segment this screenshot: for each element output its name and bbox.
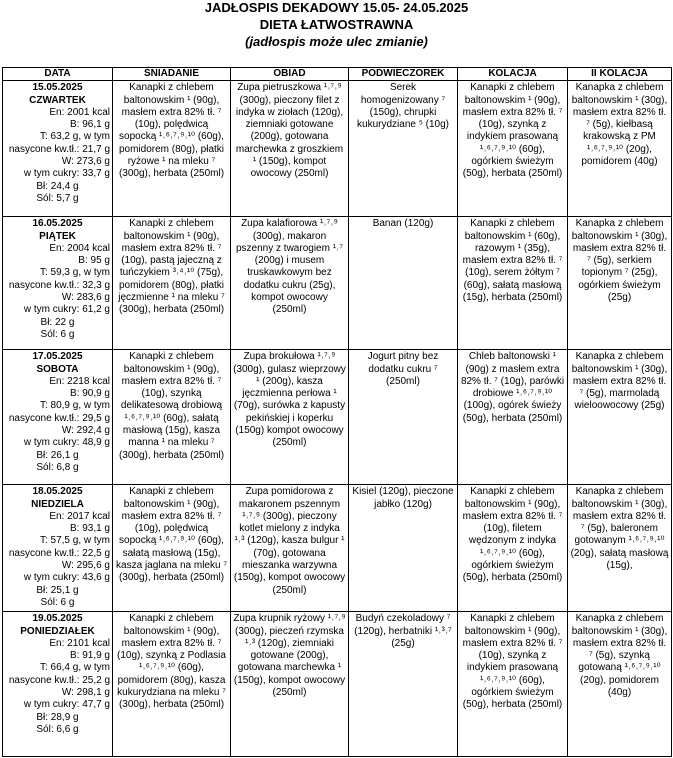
protein-value: B: 96,1 g: [69, 119, 110, 131]
second-dinner-cell: Kanapka z chlebem baltonowskim ¹ (30g), masłem extra 82% tł. ⁷ (5g), baleronem gotowanym ¹˒⁶˒⁷˒⁹˒¹⁰ (20g), sałatą masłową (15g),: [568, 485, 672, 612]
table-row: [3, 612, 672, 757]
carbs-value: W: 273,6 g: [61, 156, 110, 168]
fat-value: T: 66,4 g, w tym: [39, 662, 110, 674]
lunch-cell: Zupa pietruszkowa ¹˒⁷˒⁹ (300g), pieczony filet z indyka w ziołach (120g), ziemniaki gotowane (200g), gotowana marchewka z groszkiem ¹ (150g), kompot owocowy (250ml): [231, 81, 349, 217]
header-row: [3, 68, 672, 81]
breakfast-cell: Kanapki z chlebem baltonowskim ¹ (90g), masłem extra 82% tł. ⁷ (10g), polędwicą sopocką ¹˒⁶˒⁷˒⁹˒¹⁰ (60g), sałatą masłową (15g), kasza jaglana na mleku ⁷ (300g), herbata (250ml): [113, 485, 231, 612]
saturated-fat-value: nasycone kw.tł.: 21,7 g: [8, 143, 110, 155]
menu-table: [2, 67, 672, 757]
breakfast-cell: Kanapki z chlebem baltonowskim ¹ (90g), masłem extra 82% tł. ⁷ (10g), szynką z Podlasia ¹˒⁶˒⁷˒⁹˒¹⁰ (60g), pomidorem (80g), kasza kukurydziana na mleku ⁷ (300g), herbata (250ml): [113, 612, 231, 757]
carbs-value: W: 292,4 g: [61, 425, 110, 437]
fiber-value: Bł: 24,4 g: [36, 180, 79, 192]
snack-cell: Serek homogenizowany ⁷ (150g), chrupki kukurydziane ⁵ (10g): [349, 81, 458, 217]
fat-value: T: 59,3 g, w tym: [39, 267, 110, 279]
sugar-value: w tym cukry: 48,9 g: [23, 437, 110, 449]
dinner-cell: Kanapki z chlebem baltonowskim ¹ (90g), masłem extra 82% tł. ⁷ (10g), szynką z indykiem prasowaną ¹˒⁶˒⁷˒⁹˒¹⁰ (60g), ogórkiem świeżym (50g), herbata (250ml): [458, 612, 568, 757]
snack-cell: Budyń czekoladowy ⁷ (120g), herbatniki ¹˒³˒⁷ (25g): [349, 612, 458, 757]
carbs-value: W: 283,6 g: [61, 292, 110, 304]
second-dinner-cell: Kanapka z chlebem baltonowskim ¹ (30g), masłem extra 82% tł. ⁷ (5g), serkiem topionym ⁷ (25g), ogórkiem świeżym (25g): [568, 217, 672, 350]
lunch-cell: Zupa brokułowa ¹˒⁷˒⁹ (300g), gulasz wieprzowy ¹ (200g), kasza jęczmienna perłowa ¹ (70g), surówka z kapusty pekińskiej i koperku (150g) kompot owocowy (250ml): [231, 350, 349, 485]
salt-value: Sól: 6,8 g: [36, 461, 79, 473]
carbs-value: W: 298,1 g: [61, 687, 110, 699]
fiber-value: Bł: 22 g: [40, 316, 75, 328]
col-header-lunch: OBIAD: [231, 68, 349, 81]
fat-value: T: 63,2 g, w tym: [39, 131, 110, 143]
col-header-second-dinner: II KOLACJA: [568, 68, 672, 81]
weekday-label: NIEDZIELA: [31, 498, 84, 510]
saturated-fat-value: nasycone kw.tł.: 22,5 g: [8, 547, 110, 559]
protein-value: B: 93,1 g: [69, 523, 110, 535]
nutrition-cell: [3, 350, 113, 485]
snack-cell: Jogurt pitny bez dodatku cukru ⁷ (250ml): [349, 350, 458, 485]
breakfast-cell: Kanapki z chlebem baltonowskim ¹ (90g), masłem extra 82% tł. ⁷ (10g), polędwicą sopocką ¹˒⁶˒⁷˒⁹˒¹⁰ (60g), pomidorem (80g), płatki ryżowe ¹ na mleku ⁷ (300g), herbata (250ml): [113, 81, 231, 217]
saturated-fat-value: nasycone kw.tł.: 25,2 g: [8, 674, 110, 686]
second-dinner-cell: Kanapka z chlebem baltonowskim ¹ (30g), masłem extra 82% tł. ⁷ (5g), marmoladą wieloowocowy (25g): [568, 350, 672, 485]
lunch-cell: Zupa krupnik ryżowy ¹˒⁷˒⁹ (300g), pieczeń rzymska ¹˒³ (120g), ziemniaki gotowane (200g), gotowana marchewka ¹ (150g), kompot owocowy (250ml): [231, 612, 349, 757]
sugar-value: w tym cukry: 61,2 g: [23, 304, 110, 316]
saturated-fat-value: nasycone kw.tł.: 29,5 g: [8, 412, 110, 424]
col-header-snack: PODWIECZOREK: [349, 68, 458, 81]
energy-value: En: 2218 kcal: [49, 375, 110, 387]
breakfast-cell: Kanapki z chlebem baltonowskim ¹ (90g), masłem extra 82% tł. ⁷ (10g), pastą jajeczną z tuńczykiem ³˒⁴˒¹⁰ (75g), pomidorem (80g), płatki jęczmienne ¹ na mleku ⁷ (300g), herbata (250ml): [113, 217, 231, 350]
energy-value: En: 2004 kcal: [49, 242, 110, 254]
dinner-cell: Kanapki z chlebem baltonowskim ¹ (60g), razowym ¹ (35g), masłem extra 82% tł. ⁷ (10g), serem żółtym ⁷ (60g), sałatą masłową (15g), herbata (250ml): [458, 217, 568, 350]
weekday-label: PONIEDZIAŁEK: [20, 625, 95, 637]
snack-cell: Kisiel (120g), pieczone jabłko (120g): [349, 485, 458, 612]
table-row: [3, 217, 672, 350]
menu-title: JADŁOSPIS DEKADOWY 15.05- 24.05.2025: [204, 0, 469, 15]
second-dinner-cell: Kanapka z chlebem baltonowskim ¹ (30g), masłem extra 82% tł. ⁷ (5g), szynką gotowaną ¹˒⁶˒⁷˒⁹˒¹⁰ (20g), pomidorem (40g): [568, 612, 672, 757]
salt-value: Sól: 6,6 g: [36, 723, 79, 735]
diet-subtitle: DIETA ŁATWOSTRAWNA: [259, 17, 414, 32]
nutrition-cell: [3, 612, 113, 757]
saturated-fat-value: nasycone kw.tł.: 32,3 g: [8, 279, 110, 291]
salt-value: Sól: 5,7 g: [36, 192, 79, 204]
col-header-breakfast: ŚNIADANIE: [113, 68, 231, 81]
sugar-value: w tym cukry: 33,7 g: [23, 168, 110, 180]
protein-value: B: 90,9 g: [69, 388, 110, 400]
energy-value: En: 2017 kcal: [49, 510, 110, 522]
lunch-cell: Zupa pomidorowa z makaronem pszennym ¹˒⁷˒⁹ (300g), pieczony kotlet mielony z indyka ¹˒³ (120g), kasza bulgur ¹ (70g), gotowana mieszanka warzywna (150g), kompot owocowy (250ml): [231, 485, 349, 612]
sugar-value: w tym cukry: 47,7 g: [23, 699, 110, 711]
nutrition-cell: [3, 217, 113, 350]
snack-cell: Banan (120g): [349, 217, 458, 350]
table-row: [3, 485, 672, 612]
date-label: 19.05.2025: [32, 613, 83, 625]
dinner-cell: Kanapki z chlebem baltonowskim ¹ (90g), masłem extra 82% tł. ⁷ (10g), szynką z indykiem prasowaną ¹˒⁶˒⁷˒⁹˒¹⁰ (60g), ogórkiem świeżym (50g), herbata (250ml): [458, 81, 568, 217]
fiber-value: Bł: 28,9 g: [36, 711, 79, 723]
salt-value: Sól: 6 g: [40, 596, 75, 608]
table-row: [3, 81, 672, 217]
date-label: 17.05.2025: [32, 351, 83, 363]
salt-value: Sól: 6 g: [40, 328, 75, 340]
dinner-cell: Kanapki z chlebem baltonowskim ¹ (90g), masłem extra 82% tł. ⁷ (10g), filetem wędzonym z indyka ¹˒⁶˒⁷˒⁹˒¹⁰ (60g), ogórkiem świeżym (50g), herbata (250ml): [458, 485, 568, 612]
weekday-label: PIĄTEK: [39, 230, 76, 242]
col-header-date: DATA: [3, 68, 113, 81]
fat-value: T: 57,5 g, w tym: [39, 535, 110, 547]
date-label: 16.05.2025: [32, 218, 83, 230]
protein-value: B: 91,9 g: [69, 650, 110, 662]
fat-value: T: 80,9 g, w tym: [39, 400, 110, 412]
fiber-value: Bł: 26,1 g: [36, 449, 79, 461]
breakfast-cell: Kanapki z chlebem baltonowskim ¹ (90g), masłem extra 82% tł. ⁷ (10g), szynką delikatesową drobiową ¹˒⁶˒⁷˒⁹˒¹⁰ (60g), sałatą masłową (15g), kasza manna ¹ na mleku ⁷ (300g), herbata (250ml): [113, 350, 231, 485]
nutrition-cell: [3, 81, 113, 217]
sugar-value: w tym cukry: 43,6 g: [23, 572, 110, 584]
energy-value: En: 2101 kcal: [49, 637, 110, 649]
nutrition-cell: [3, 485, 113, 612]
dinner-cell: Chleb baltonowski ¹ (90g) z masłem extra 82% tł. ⁷ (10g), parówki drobiowe ¹˒⁶˒⁷˒⁹˒¹⁰ (100g), ogórek świeży (50g), herbata (250ml): [458, 350, 568, 485]
protein-value: B: 95 g: [78, 255, 110, 267]
weekday-label: SOBOTA: [36, 363, 79, 375]
col-header-dinner: KOLACJA: [458, 68, 568, 81]
second-dinner-cell: Kanapka z chlebem baltonowskim ¹ (30g), masłem extra 82% tł. ⁷ (5g), kiełbasą krakowską z PM ¹˒⁶˒⁷˒⁹˒¹⁰ (20g), pomidorem (40g): [568, 81, 672, 217]
weekday-label: CZWARTEK: [29, 94, 86, 106]
date-label: 15.05.2025: [32, 82, 83, 94]
menu-note: (jadłospis może ulec zmianie): [245, 34, 428, 49]
fiber-value: Bł: 25,1 g: [36, 584, 79, 596]
lunch-cell: Zupa kalafiorowa ¹˒⁷˒⁹ (300g), makaron pszenny z twarogiem ¹˒⁷ (200g) i musem truskawkowym bez dodatku cukru (25g), kompot owocowy (250ml): [231, 217, 349, 350]
date-label: 18.05.2025: [32, 486, 83, 498]
table-row: [3, 350, 672, 485]
energy-value: En: 2001 kcal: [49, 106, 110, 118]
carbs-value: W: 295,6 g: [61, 560, 110, 572]
